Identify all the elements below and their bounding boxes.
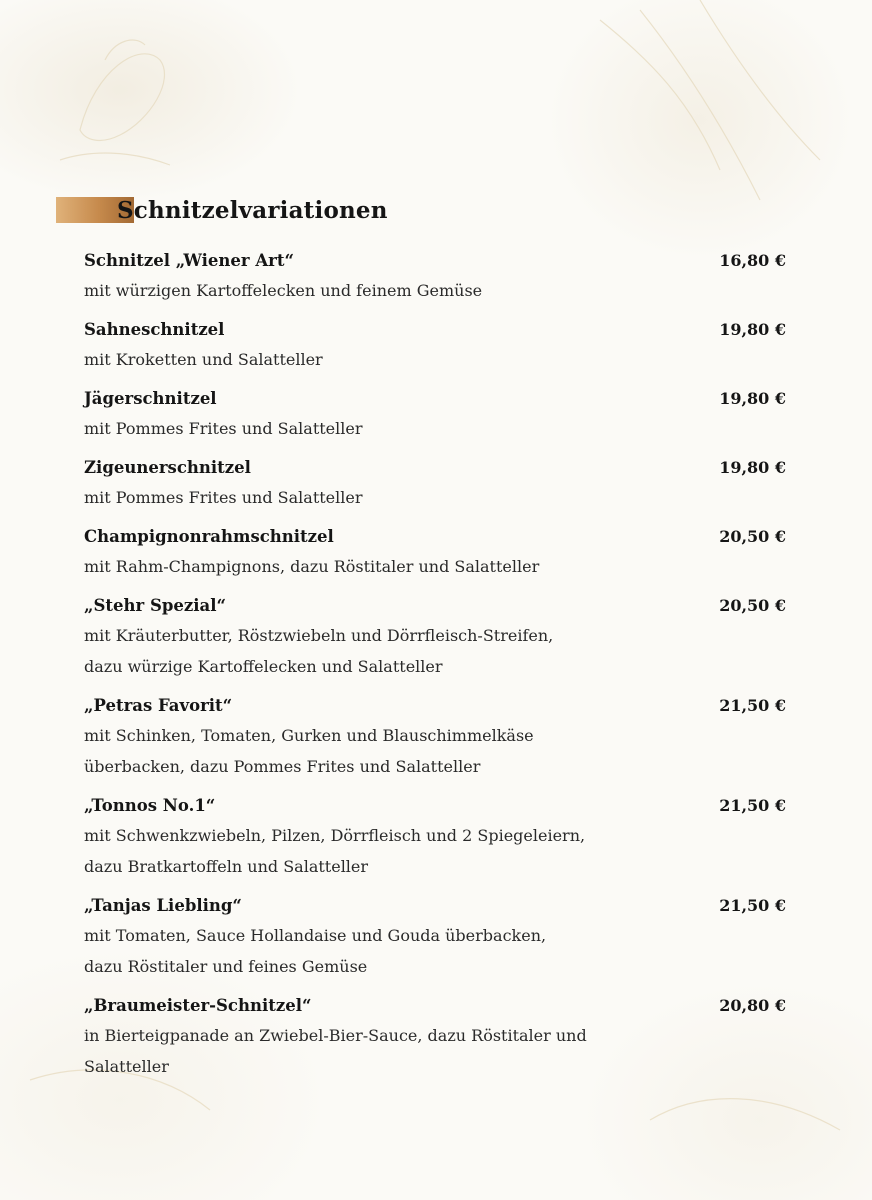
menu-item-description: in Bierteigpanade an Zwiebel-Bier-Sauce, dazu Röstitaler und [84, 1026, 587, 1045]
section-title: Schnitzelvariationen [117, 196, 388, 224]
menu-item-price: 19,80 € [719, 389, 786, 408]
menu-item-price: 20,50 € [719, 527, 786, 546]
menu-item-description: Salatteller [84, 1057, 169, 1076]
menu-item [84, 692, 790, 782]
menu-item-description: überbacken, dazu Pommes Frites und Salatteller [84, 757, 481, 776]
menu-item [84, 892, 790, 982]
menu-item-description: mit Schwenkzwiebeln, Pilzen, Dörrfleisch und 2 Spiegeleiern, [84, 826, 586, 845]
menu-item-name: „Tonnos No.1“ [84, 796, 216, 815]
menu-item-description: mit Kroketten und Salatteller [84, 350, 323, 369]
menu-item-name: „Petras Favorit“ [84, 696, 233, 715]
menu-item-description: mit Pommes Frites und Salatteller [84, 488, 363, 507]
menu-item-description: dazu Bratkartoffeln und Salatteller [84, 857, 369, 876]
menu-item-description: dazu Röstitaler und feines Gemüse [84, 957, 368, 976]
menu-item-description: mit Kräuterbutter, Röstzwiebeln und Dörrfleisch-Streifen, [84, 626, 554, 645]
menu-item-description: mit Schinken, Tomaten, Gurken und Blauschimmelkäse [84, 726, 534, 745]
menu-item-name: „Tanjas Liebling“ [84, 896, 242, 915]
menu-item [84, 316, 790, 375]
menu-item-description: mit Tomaten, Sauce Hollandaise und Gouda überbacken, [84, 926, 547, 945]
menu-item-description: mit Pommes Frites und Salatteller [84, 419, 363, 438]
menu-item [84, 454, 790, 513]
menu-item-price: 21,50 € [719, 696, 786, 715]
menu-item-name: Schnitzel „Wiener Art“ [84, 251, 294, 270]
menu-item-name: Jägerschnitzel [84, 389, 217, 408]
menu-item [84, 992, 790, 1082]
menu-item [84, 792, 790, 882]
menu-item-price: 21,50 € [719, 896, 786, 915]
menu-item-price: 20,80 € [719, 996, 786, 1015]
menu-item-price: 21,50 € [719, 796, 786, 815]
menu-item-name: Champignonrahmschnitzel [84, 527, 334, 546]
menu-item-description: dazu würzige Kartoffelecken und Salatteller [84, 657, 443, 676]
menu-item-name: „Braumeister-Schnitzel“ [84, 996, 312, 1015]
menu-list [84, 247, 790, 1092]
menu-item-description: mit Rahm-Champignons, dazu Röstitaler und Salatteller [84, 557, 540, 576]
menu-item-name: Sahneschnitzel [84, 320, 225, 339]
menu-item [84, 385, 790, 444]
menu-item-price: 16,80 € [719, 251, 786, 270]
menu-item-name: Zigeunerschnitzel [84, 458, 251, 477]
section-heading [56, 193, 388, 227]
menu-item-price: 20,50 € [719, 596, 786, 615]
menu-item [84, 592, 790, 682]
menu-item [84, 247, 790, 306]
menu-item-price: 19,80 € [719, 320, 786, 339]
menu-item-name: „Stehr Spezial“ [84, 596, 226, 615]
menu-item-price: 19,80 € [719, 458, 786, 477]
menu-item-description: mit würzigen Kartoffelecken und feinem Gemüse [84, 281, 483, 300]
menu-item [84, 523, 790, 582]
